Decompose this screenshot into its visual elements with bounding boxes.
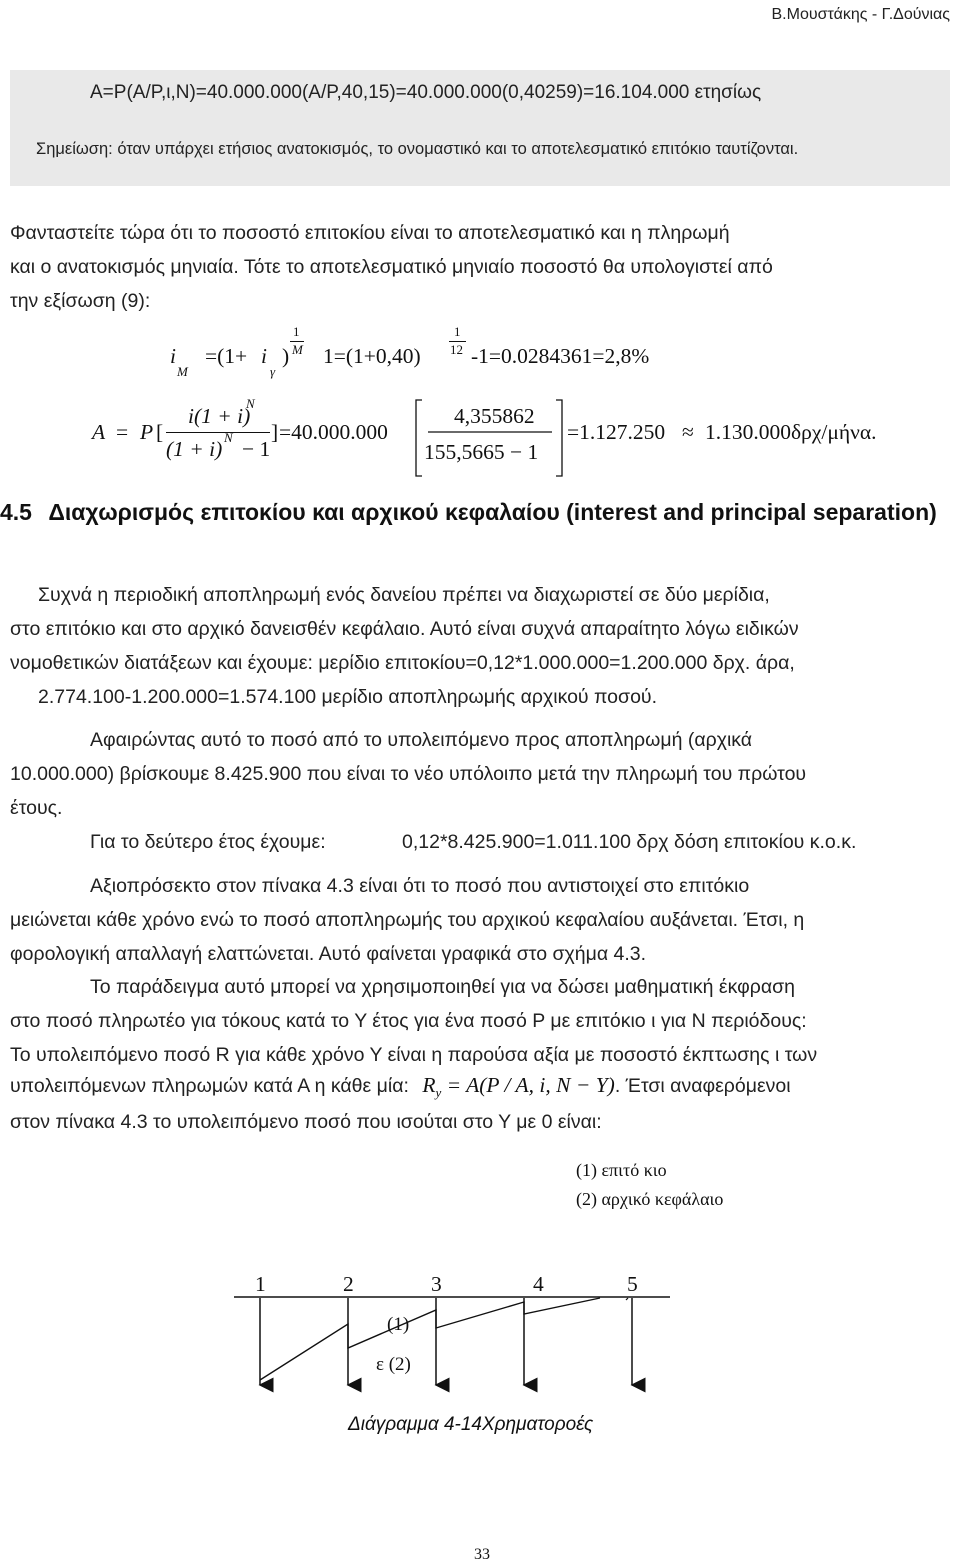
p5-line: Το παράδειγμα αυτό μπορεί να χρησιμοποιηθεί για να δώσει μαθηματική έκφραση bbox=[90, 976, 795, 998]
eq1-exp-num: 1 bbox=[293, 324, 300, 339]
p1-line: Συχνά η περιοδική αποπληρωμή ενός δανείου πρέπει να διαχωριστεί σε δύο μερίδια, bbox=[38, 584, 770, 606]
eq1-exp2-num: 1 bbox=[454, 324, 461, 339]
p5-line-end: . Έτσι αναφερόμενοι bbox=[614, 1075, 791, 1097]
note-line-2: Σημείωση: όταν υπάρχει ετήσιος ανατοκισμός, το ονομαστικό και το αποτελεσματικό επιτόκιο ταυτίζονται. bbox=[36, 140, 799, 158]
paragraph-5 bbox=[10, 970, 950, 1072]
eq1-open: =(1+ bbox=[205, 344, 248, 368]
p1-line: νομοθετικών διατάξεων και έχουμε: μερίδιο επιτοκίου=0,12*1.000.000=1.200.000 δρχ. άρα, bbox=[10, 652, 795, 674]
eq2-numerator: i(1 + i) bbox=[188, 404, 251, 428]
p5-formula-line bbox=[10, 1068, 950, 1110]
legend-interest: (1) επιτό κιο bbox=[576, 1160, 667, 1180]
diagram-label-interest: (1) bbox=[387, 1314, 410, 1335]
intro-line: Φανταστείτε τώρα ότι το ποσοστό επιτοκίου είναι το αποτελεσματικό και η πληρωμή bbox=[10, 222, 730, 244]
legend-principal: (2) αρχικό κεφάλαιο bbox=[576, 1189, 724, 1209]
p5-line: υπολειπόμενων πληρωμών κατά Α η κάθε μία: bbox=[10, 1075, 409, 1097]
section-heading bbox=[0, 492, 950, 532]
page-header-authors: Β.Μουστάκης - Γ.Δούνιας bbox=[771, 6, 950, 23]
p3-value: 0,12*8.425.900=1.011.100 δρχ δόση επιτοκίου κ.ο.κ. bbox=[402, 831, 857, 853]
intro-line: την εξίσωση (9): bbox=[10, 290, 151, 312]
p2-line: Αφαιρώντας αυτό το ποσό από το υπολειπόμενο προς αποπληρωμή (αρχικά bbox=[90, 729, 753, 751]
eq2-den2: 155,5665 − 1 bbox=[424, 440, 539, 464]
intro-line: και ο ανατοκισμός μηνιαία. Τότε το αποτελεσματικό μηνιαίο ποσοστό θα υπολογιστεί από bbox=[10, 256, 773, 278]
p5-line: στο ποσό πληρωτέο για τόκους κατά το Υ έτος για ένα ποσό Ρ με επιτόκιο ι για Ν περιόδους: bbox=[10, 1010, 807, 1032]
figure-caption: Διάγραμμα 4-14Χρηματοροές bbox=[348, 1414, 594, 1435]
eq2-result2: 1.130.000δρχ/μήνα. bbox=[705, 420, 877, 444]
eq2-approx: ≈ bbox=[682, 420, 694, 444]
paragraph-4 bbox=[10, 869, 950, 971]
eq1-result: -1=0.0284361=2,8% bbox=[471, 344, 650, 368]
eq2-lbracket: [ bbox=[156, 420, 164, 444]
p5-line-5: στον πίνακα 4.3 το υπολειπόμενο ποσό που ισούται στο Υ με 0 είναι: bbox=[10, 1111, 602, 1133]
paragraph-1 bbox=[10, 578, 950, 680]
eq2-den-exp: N bbox=[224, 430, 233, 445]
p4-line: μειώνεται κάθε χρόνο ενώ το ποσό αποπληρωμής του αρχικού κεφαλαίου αυξάνεται. Έτσι, η bbox=[10, 909, 805, 931]
year-label: 4 bbox=[533, 1272, 544, 1296]
eq1-i: i bbox=[170, 344, 176, 368]
year-label: 1 bbox=[255, 1272, 266, 1296]
interest-principal-split-line bbox=[260, 1298, 600, 1380]
p5-formula-sub: y bbox=[435, 1084, 442, 1100]
year-label: 5 bbox=[627, 1272, 638, 1296]
p2-line: έτους. bbox=[10, 797, 63, 819]
eq1-gamma-sub: γ bbox=[270, 364, 276, 379]
eq2-fraction-bar bbox=[166, 432, 270, 433]
eq2-num-exp: N bbox=[246, 396, 255, 411]
eq1-m-sub: M bbox=[177, 364, 188, 379]
p3-label: Για το δεύτερο έτος έχουμε: bbox=[90, 831, 326, 853]
p4-line: φορολογική απαλλαγή ελαττώνεται. Αυτό φαίνεται γραφικά στο σχήμα 4.3. bbox=[10, 943, 647, 965]
eq2-rbracket: ] bbox=[271, 420, 279, 444]
p2-line: 10.000.000) βρίσκουμε 8.425.900 που είναι το νέο υπόλοιπο μετά την πληρωμή του πρώτου bbox=[10, 763, 807, 785]
eq2-denominator: (1 + i) bbox=[166, 437, 223, 461]
eq2-A: A bbox=[92, 420, 106, 444]
eq1-mid: 1=(1+0,40) bbox=[323, 344, 421, 368]
eq1-exp-den: M bbox=[292, 342, 303, 357]
p4-line: Αξιοπρόσεκτο στον πίνακα 4.3 είναι ότι το ποσό που αντιστοιχεί στο επιτόκιο bbox=[90, 875, 750, 897]
eq1-i2: i bbox=[261, 344, 267, 368]
year-label: 2 bbox=[343, 1272, 354, 1296]
section-title: Διαχωρισμός επιτοκίου και αρχικού κεφαλαίου (interest and principal separation) bbox=[48, 499, 937, 525]
intro-paragraph bbox=[10, 216, 950, 318]
note-line-1: Α=Ρ(Α/Ρ,ι,Ν)=40.000.000(Α/Ρ,40,15)=40.000.000(0,40259)=16.104.000 ετησίως bbox=[90, 82, 762, 103]
eq1-exp2-den: 12 bbox=[450, 342, 463, 357]
p1-line: στο επιτόκιο και στο αρχικό δανεισθέν κεφάλαιο. Αυτό είναι συχνά απαραίτητο λόγω ειδικών bbox=[10, 618, 799, 640]
eq2-den-minus: − 1 bbox=[242, 437, 271, 461]
page-number: 33 bbox=[474, 1546, 490, 1563]
p5-formula-R: R bbox=[422, 1073, 436, 1097]
eq1-close: ) bbox=[282, 344, 290, 368]
paragraph-2 bbox=[10, 723, 950, 825]
eq2-P: P bbox=[140, 420, 154, 444]
diagram-label-principal: ε (2) bbox=[376, 1354, 411, 1375]
eq2-value: =40.000.000 bbox=[279, 420, 388, 444]
p5-line: Το υπολειπόμενο ποσό R για κάθε χρόνο Υ είναι η παρούσα αξία με ποσοστό έκπτωσης ι των bbox=[10, 1044, 818, 1066]
p5-formula-rest: = A(P / A, i, N − Y) bbox=[441, 1073, 615, 1097]
section-number: 4.5 bbox=[0, 499, 32, 525]
eq2-result1: =1.127.250 bbox=[567, 420, 666, 444]
p1-line-4: 2.774.100-1.200.000=1.574.100 μερίδιο αποπληρωμής αρχικού ποσού. bbox=[38, 686, 657, 708]
eq2-eq: = bbox=[116, 420, 129, 444]
eq2-num2: 4,355862 bbox=[454, 404, 535, 428]
cashflow-arrows bbox=[260, 1298, 632, 1385]
year-label: 3 bbox=[431, 1272, 442, 1296]
